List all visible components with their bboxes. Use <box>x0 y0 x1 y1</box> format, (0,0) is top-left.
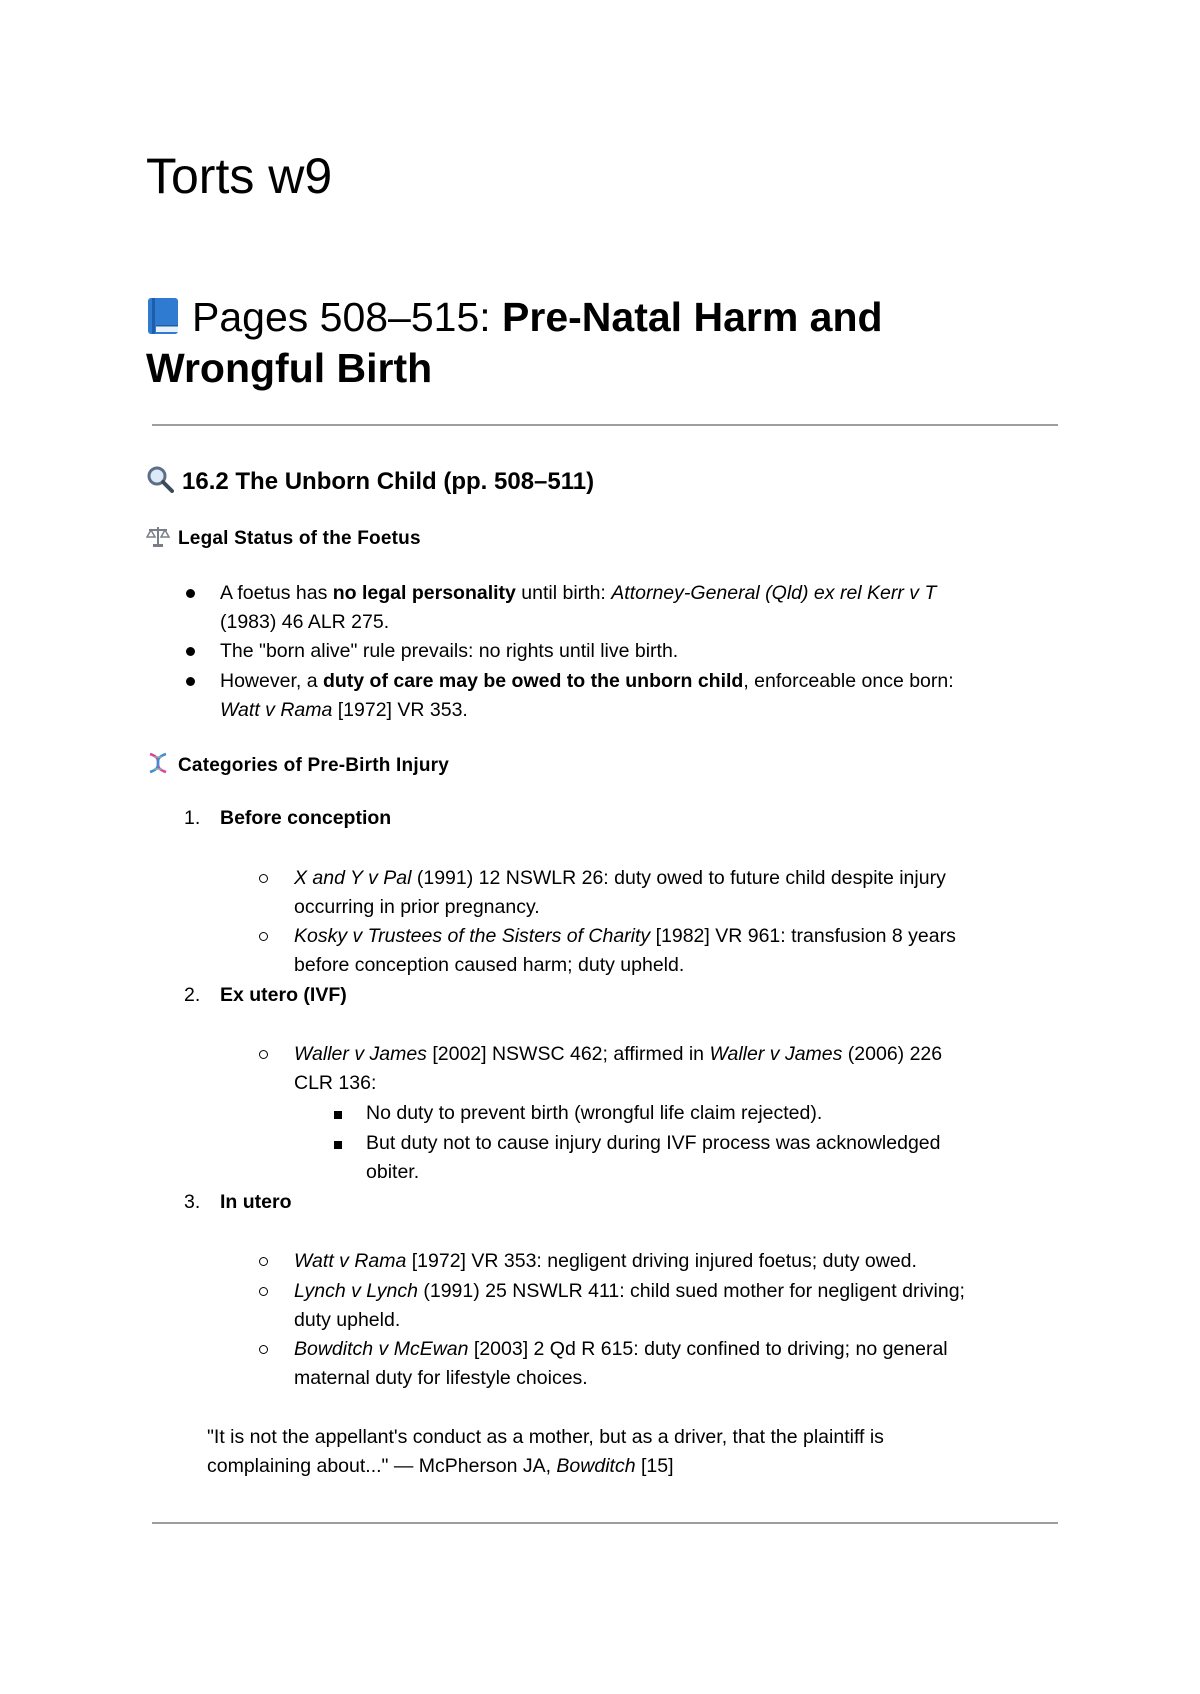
bullet-marker <box>186 647 195 656</box>
sub-bullet-marker <box>259 932 268 941</box>
list-item-continuation: obiter. <box>366 1161 420 1183</box>
list-item: A foetus has no legal personality until birth: Attorney-General (Qld) ex rel Kerr v T <box>220 582 937 604</box>
sub-sub-bullet-marker <box>334 1141 342 1149</box>
list-item: But duty not to cause injury during IVF process was acknowledged <box>366 1132 941 1154</box>
blue-book-icon <box>146 297 180 335</box>
list-item-continuation: occurring in prior pregnancy. <box>294 896 540 918</box>
list-number: 2. <box>184 984 201 1006</box>
sub-bullet-marker <box>259 1287 268 1296</box>
category-label: Ex utero (IVF) <box>220 984 347 1006</box>
list-item: However, a duty of care may be owed to the unborn child, enforceable once born: <box>220 670 954 692</box>
document-title: Torts w9 <box>146 148 333 204</box>
list-item: Bowditch v McEwan [2003] 2 Qd R 615: duty confined to driving; no general <box>294 1338 948 1360</box>
horizontal-rule <box>152 1522 1058 1524</box>
list-item-continuation: duty upheld. <box>294 1309 401 1331</box>
sub-bullet-marker <box>259 874 268 883</box>
list-item: No duty to prevent birth (wrongful life claim rejected). <box>366 1102 823 1124</box>
section-heading <box>146 465 594 497</box>
quote-line2: complaining about..." — McPherson JA, Bowditch [15] <box>207 1455 674 1477</box>
categories-heading <box>146 751 449 779</box>
horizontal-rule <box>152 424 1058 426</box>
main-heading-line1 <box>146 292 883 342</box>
sub-bullet-marker <box>259 1050 268 1059</box>
list-item-continuation: maternal duty for lifestyle choices. <box>294 1367 588 1389</box>
dna-icon <box>146 751 170 775</box>
magnifying-glass-icon <box>146 465 174 493</box>
list-item: The "born alive" rule prevails: no rights until live birth. <box>220 640 679 662</box>
list-item-continuation: before conception caused harm; duty upheld. <box>294 954 685 976</box>
legal-status-heading <box>146 524 421 552</box>
bullet-marker <box>186 677 195 686</box>
main-heading-prefix: Pages 508–515: <box>192 294 503 340</box>
list-item-continuation: (1983) 46 ALR 275. <box>220 611 390 633</box>
list-item: Kosky v Trustees of the Sisters of Charity [1982] VR 961: transfusion 8 years <box>294 925 956 947</box>
sub-bullet-marker <box>259 1345 268 1354</box>
list-number: 3. <box>184 1191 201 1213</box>
main-heading-line2: Wrongful Birth <box>146 345 433 391</box>
categories-heading-text: Categories of Pre-Birth Injury <box>178 755 449 776</box>
quote-line1: "It is not the appellant's conduct as a mother, but as a driver, that the plaintiff is <box>207 1426 884 1448</box>
list-item-continuation: Watt v Rama [1972] VR 353. <box>220 699 468 721</box>
section-title: 16.2 The Unborn Child (pp. 508–511) <box>182 468 595 495</box>
bullet-marker <box>186 589 195 598</box>
category-label: In utero <box>220 1191 292 1213</box>
scales-icon <box>146 524 170 548</box>
list-item: Lynch v Lynch (1991) 25 NSWLR 411: child sued mother for negligent driving; <box>294 1280 965 1302</box>
list-item-continuation: CLR 136: <box>294 1072 377 1094</box>
list-item: Watt v Rama [1972] VR 353: negligent driving injured foetus; duty owed. <box>294 1250 917 1272</box>
list-item: X and Y v Pal (1991) 12 NSWLR 26: duty owed to future child despite injury <box>294 867 946 889</box>
list-item: Waller v James [2002] NSWSC 462; affirmed in Waller v James (2006) 226 <box>294 1043 943 1065</box>
list-number: 1. <box>184 807 201 829</box>
main-heading-bold: Pre-Natal Harm and <box>502 294 883 340</box>
sub-sub-bullet-marker <box>334 1111 342 1119</box>
sub-bullet-marker <box>259 1257 268 1266</box>
legal-status-heading-text: Legal Status of the Foetus <box>178 528 421 549</box>
category-label: Before conception <box>220 807 392 829</box>
